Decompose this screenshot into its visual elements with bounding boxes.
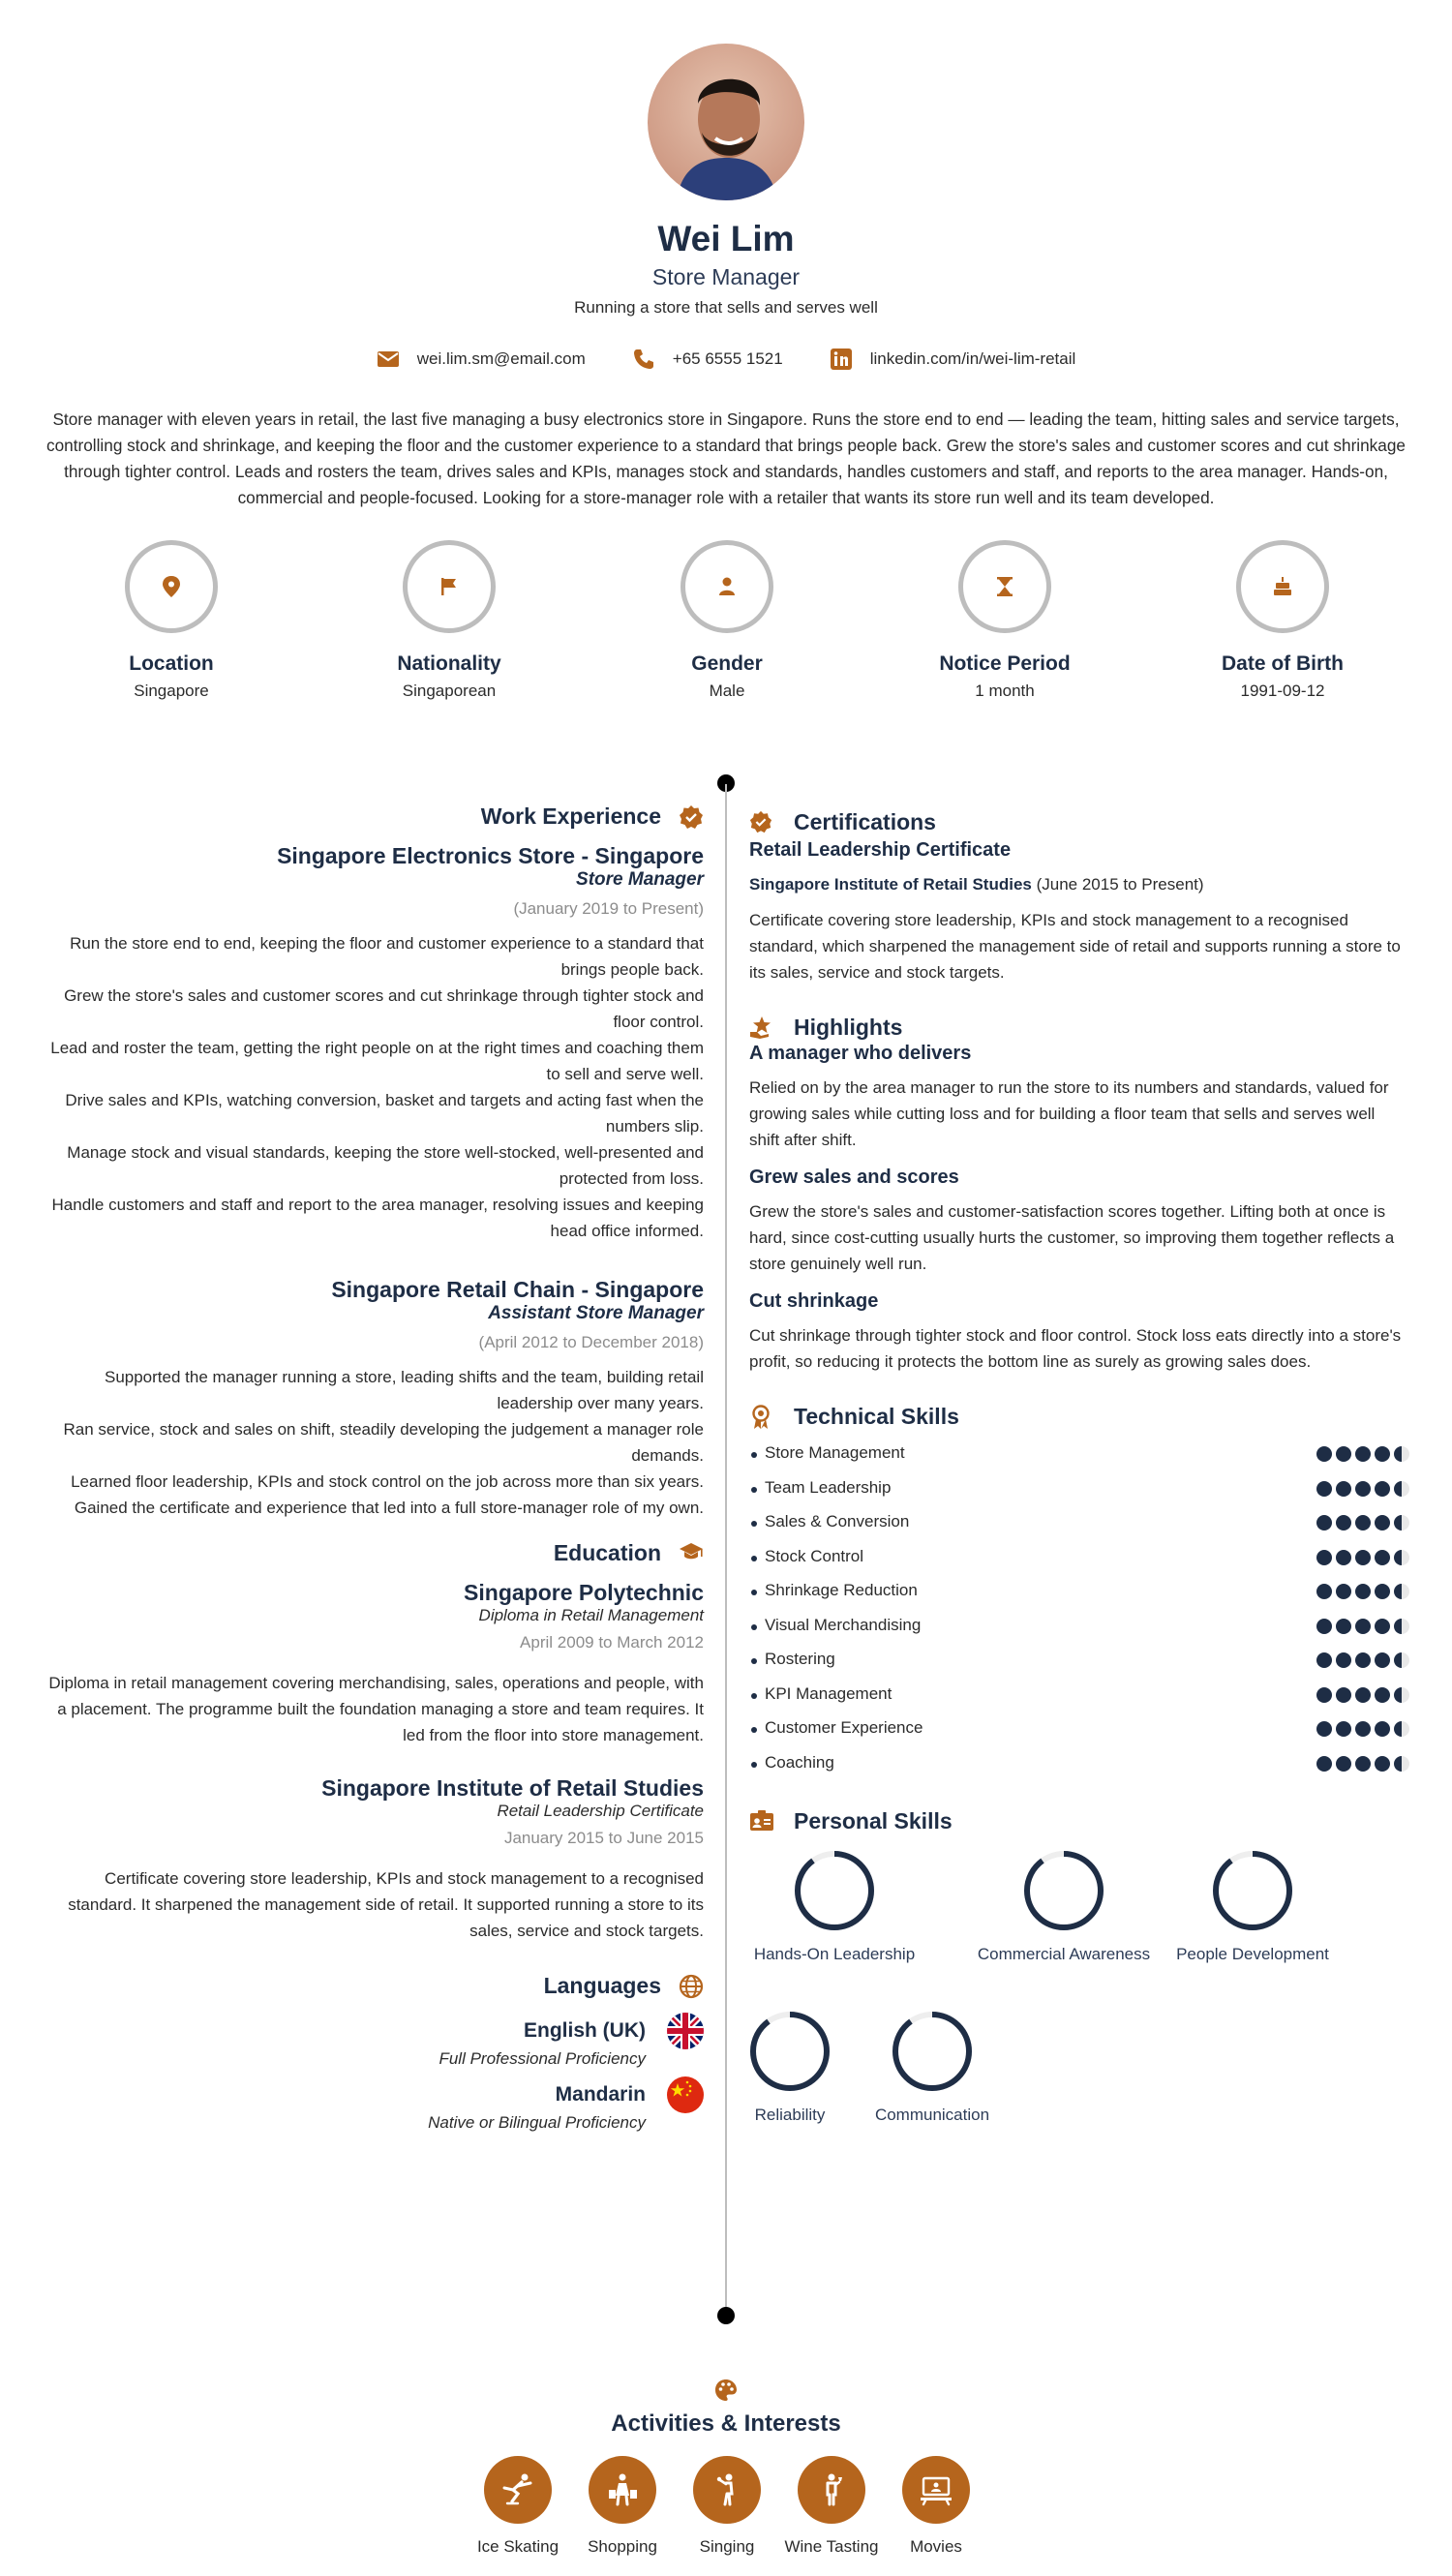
- rating-dot: [1336, 1550, 1351, 1565]
- skill-progress-ring: [1021, 1848, 1106, 1933]
- fact-value: 1 month: [975, 682, 1035, 700]
- ring-progress: [753, 2015, 827, 2088]
- rating-dot: [1336, 1446, 1351, 1462]
- section-work-experience: [44, 803, 704, 830]
- section-title: Education: [553, 1540, 661, 1565]
- personal-skill: [745, 2009, 834, 2125]
- personal-skill-label: Communication: [874, 2106, 990, 2124]
- technical-skill-name: Rostering: [765, 1650, 835, 1668]
- contact-linkedin[interactable]: [830, 348, 1076, 371]
- fact-label: Notice Period: [939, 652, 1071, 675]
- award-ribbon-icon: [749, 1405, 774, 1430]
- cake-icon: [1236, 540, 1329, 633]
- verified-badge-icon: [749, 810, 774, 835]
- rating-dot: [1316, 1687, 1332, 1703]
- fact-value: 1991-09-12: [1240, 682, 1325, 700]
- id-card-icon: [749, 1809, 774, 1834]
- rating-dot: [1375, 1619, 1390, 1634]
- bullet-dot: [751, 1693, 757, 1699]
- fact-location: [55, 540, 287, 701]
- rating-dot: [1394, 1619, 1409, 1634]
- certification-issuer-line: [749, 871, 1409, 897]
- fact-label: Nationality: [397, 652, 501, 675]
- ring-progress: [1216, 1854, 1289, 1927]
- wine-tasting-icon: [798, 2456, 865, 2524]
- bullet-dot: [751, 1452, 757, 1458]
- personal-facts: [0, 540, 1452, 714]
- rating-dot: [1394, 1550, 1409, 1565]
- education-school: Singapore Institute of Retail Studies: [321, 1775, 704, 1801]
- globe-icon: [679, 1974, 704, 1999]
- job-bullet: Manage stock and visual standards, keeping the store well-stocked, well-presented and protected from loss.: [67, 1143, 704, 1188]
- interest-item: [569, 2456, 676, 2559]
- candidate-tagline: Running a store that sells and serves well: [574, 298, 878, 317]
- highlight-text: Relied on by the area manager to run the store to its numbers and standards, valued for growing sales while cutting loss and for building a floor team that sells and serves well shift after shift.: [749, 1078, 1389, 1149]
- skill-rating: [1316, 1756, 1409, 1772]
- personal-skills-grid: [749, 1848, 1409, 2177]
- section-languages: [44, 1973, 704, 1999]
- rating-dot: [1316, 1584, 1332, 1599]
- job-company: Singapore Electronics Store - Singapore: [277, 843, 704, 868]
- rating-dot: [1375, 1584, 1390, 1599]
- map-pin-icon: [125, 540, 218, 633]
- rating-dot: [1336, 1756, 1351, 1772]
- language-entry: [44, 2013, 704, 2069]
- education-entry: [44, 1580, 704, 1748]
- rating-dot: [1375, 1550, 1390, 1565]
- china-flag-icon: [667, 2076, 704, 2113]
- personal-skill: [749, 1848, 920, 1964]
- rating-dot: [1336, 1619, 1351, 1634]
- job-bullet: Learned floor leadership, KPIs and stock control on the job across more than six years.: [71, 1472, 704, 1491]
- job-company: Singapore Retail Chain - Singapore: [331, 1277, 704, 1302]
- highlight-title: A manager who delivers: [749, 1043, 972, 1064]
- section-highlights: [749, 1015, 1409, 1041]
- interest-label: Singing: [699, 2537, 755, 2556]
- technical-skill-name: Customer Experience: [765, 1718, 923, 1737]
- highlight-title: Cut shrinkage: [749, 1290, 879, 1312]
- job-dates: (April 2012 to December 2018): [478, 1333, 704, 1351]
- education-dates: April 2009 to March 2012: [520, 1633, 704, 1652]
- linkedin-icon: [830, 348, 853, 371]
- skill-rating: [1316, 1652, 1409, 1668]
- rating-dot: [1394, 1446, 1409, 1462]
- bullet-dot: [751, 1487, 757, 1493]
- highlight-title: Grew sales and scores: [749, 1167, 959, 1188]
- job-dates: (January 2019 to Present): [513, 899, 704, 918]
- job-bullet: Lead and roster the team, getting the right people on at the right times and coaching them to sell and serve well.: [50, 1039, 704, 1083]
- personal-skill: [1167, 1848, 1338, 1964]
- envelope-icon: [377, 348, 400, 371]
- rating-dot: [1394, 1721, 1409, 1737]
- education-degree: Retail Leadership Certificate: [497, 1802, 704, 1820]
- rating-dot: [1355, 1515, 1371, 1530]
- rating-dot: [1394, 1687, 1409, 1703]
- fact-notice-period: [889, 540, 1121, 701]
- job-entry: [44, 843, 704, 1244]
- job-bullet: Handle customers and staff and report to the area manager, resolving issues and keeping head office informed.: [51, 1196, 704, 1240]
- person-icon: [681, 540, 773, 633]
- technical-skill-row: [749, 1443, 1409, 1478]
- section-personal-skills: [749, 1808, 1409, 1834]
- section-certifications: [749, 809, 1409, 835]
- rating-dot: [1316, 1756, 1332, 1772]
- rating-dot: [1355, 1550, 1371, 1565]
- rating-dot: [1336, 1584, 1351, 1599]
- job-bullet: Grew the store's sales and customer scores and cut shrinkage through tighter stock and floor control.: [64, 986, 704, 1031]
- job-role: Assistant Store Manager: [488, 1303, 704, 1323]
- fact-label: Location: [129, 652, 214, 675]
- rating-dot: [1355, 1584, 1371, 1599]
- profile-summary: Store manager with eleven years in retail, the last five managing a busy electronics store in Singapore. Runs the store end to end — leading the team, hitting sales and service targets, controlling stock and shrinkage, and keeping the floor and the customer experience to a standard that brings people back. Grew the store's sales and customer scores and cut shrinkage through tighter control. Leads and rosters the team, drives sales and KPIs, manages stock and standards, handles customers and staff, and reports to the area manager. Hands-on, commercial and people-focused. Looking for a store-manager role with a retailer that wants its store run well and its team developed.: [46, 409, 1406, 507]
- highlight-text: Grew the store's sales and customer-satisfaction scores together. Lifting both at once is hard, since cost-cutting usually hurts the customer, so improving them together reflects a store genuinely well run.: [749, 1202, 1395, 1273]
- rating-dot: [1394, 1652, 1409, 1668]
- technical-skill-name: Visual Merchandising: [765, 1615, 922, 1634]
- rating-dot: [1394, 1515, 1409, 1530]
- certification-dates: (June 2015 to Present): [1036, 875, 1204, 894]
- contact-bar: [0, 348, 1452, 371]
- interest-item: [883, 2456, 989, 2559]
- contact-phone[interactable]: [632, 348, 783, 371]
- avatar: [648, 44, 804, 200]
- flag-icon: [403, 540, 496, 633]
- highlight-text: Cut shrinkage through tighter stock and floor control. Stock loss eats directly into a store's profit, so reducing it protects the bottom line as surely as growing sales does.: [749, 1326, 1402, 1371]
- personal-skill: [869, 2009, 995, 2125]
- interest-item: [674, 2456, 780, 2559]
- interest-label: Wine Tasting: [784, 2537, 879, 2556]
- technical-skill-row: [749, 1753, 1409, 1788]
- section-technical-skills: [749, 1404, 1409, 1430]
- skill-rating: [1316, 1619, 1409, 1634]
- rating-dot: [1336, 1652, 1351, 1668]
- section-title: Personal Skills: [794, 1808, 953, 1834]
- rating-dot: [1375, 1515, 1390, 1530]
- bullet-dot: [751, 1727, 757, 1733]
- uk-flag-icon: [667, 2013, 704, 2049]
- skill-progress-ring: [1210, 1848, 1295, 1933]
- ring-progress: [1027, 1854, 1101, 1927]
- technical-skill-name: Store Management: [765, 1443, 905, 1462]
- phone-icon: [632, 348, 655, 371]
- skill-progress-ring: [747, 2009, 832, 2094]
- rating-dot: [1355, 1756, 1371, 1772]
- personal-skill-label: Commercial Awareness: [977, 1945, 1151, 1963]
- technical-skill-row: [749, 1512, 1409, 1547]
- education-dates: January 2015 to June 2015: [503, 1829, 704, 1847]
- bullet-dot: [751, 1624, 757, 1630]
- section-title: Certifications: [794, 809, 936, 834]
- section-title: Languages: [543, 1973, 661, 1998]
- skill-rating: [1316, 1515, 1409, 1530]
- singing-icon: [693, 2456, 761, 2524]
- personal-skill-label: Reliability: [754, 2106, 826, 2124]
- rating-dot: [1375, 1687, 1390, 1703]
- rating-dot: [1394, 1584, 1409, 1599]
- job-bullet: Supported the manager running a store, leading shifts and the team, building retail leadership over many years.: [104, 1368, 704, 1412]
- fact-value: Singapore: [134, 682, 209, 700]
- fact-date-of-birth: [1166, 540, 1399, 701]
- timeline-line: [725, 784, 727, 2316]
- technical-skill-row: [749, 1581, 1409, 1616]
- certification-title: Retail Leadership Certificate: [749, 839, 1012, 861]
- education-entry: [44, 1775, 704, 1944]
- rating-dot: [1375, 1481, 1390, 1497]
- graduation-cap-icon: [679, 1541, 704, 1566]
- education-school: Singapore Polytechnic: [464, 1580, 704, 1605]
- technical-skill-name: Sales & Conversion: [765, 1512, 910, 1530]
- ice-skating-icon: [484, 2456, 552, 2524]
- job-role: Store Manager: [576, 869, 704, 890]
- hourglass-icon: [958, 540, 1051, 633]
- job-bullet: Drive sales and KPIs, watching conversion, basket and targets and acting fast when the numbers slip.: [65, 1091, 704, 1136]
- ring-progress: [798, 1854, 871, 1927]
- fact-nationality: [333, 540, 565, 701]
- education-description: Certificate covering store leadership, KPIs and stock management to a recognised standard. It sharpened the management side of retail. It supported running a store to its sales, service and stock targets.: [68, 1869, 704, 1940]
- language-level: Native or Bilingual Proficiency: [428, 2113, 646, 2132]
- personal-skill-label: Hands-On Leadership: [753, 1945, 916, 1963]
- technical-skill-row: [749, 1478, 1409, 1513]
- rating-dot: [1375, 1652, 1390, 1668]
- skill-rating: [1316, 1721, 1409, 1737]
- technical-skills-list: [749, 1443, 1409, 1787]
- phone-text[interactable]: +65 6555 1521: [672, 349, 783, 368]
- interest-item: [778, 2456, 885, 2559]
- rating-dot: [1336, 1481, 1351, 1497]
- rating-dot: [1355, 1446, 1371, 1462]
- language-name: English (UK): [524, 2019, 646, 2042]
- rating-dot: [1316, 1550, 1332, 1565]
- rating-dot: [1375, 1721, 1390, 1737]
- timeline-end-dot: [717, 2307, 735, 2324]
- interests-heading: Activities & Interests: [611, 2410, 841, 2437]
- rating-dot: [1355, 1481, 1371, 1497]
- technical-skill-row: [749, 1718, 1409, 1753]
- bullet-dot: [751, 1556, 757, 1561]
- email-text[interactable]: wei.lim.sm@email.com: [416, 349, 586, 368]
- rating-dot: [1355, 1721, 1371, 1737]
- rating-dot: [1336, 1687, 1351, 1703]
- right-column: [749, 809, 1409, 2177]
- technical-skill-name: Team Leadership: [765, 1477, 892, 1497]
- technical-skill-name: Coaching: [765, 1752, 834, 1772]
- fact-value: Male: [709, 682, 745, 700]
- rating-dot: [1316, 1446, 1332, 1462]
- candidate-title: Store Manager: [651, 264, 801, 289]
- certification-issuer: Singapore Institute of Retail Studies: [749, 875, 1032, 894]
- fact-value: Singaporean: [402, 682, 497, 700]
- job-bullet: Ran service, stock and sales on shift, steadily developing the judgement a manager role demands.: [63, 1420, 704, 1465]
- bullet-dot: [751, 1658, 757, 1664]
- rating-dot: [1316, 1721, 1332, 1737]
- ring-progress: [895, 2015, 969, 2088]
- fact-label: Date of Birth: [1222, 652, 1344, 675]
- candidate-name: Wei Lim: [657, 219, 795, 258]
- rating-dot: [1316, 1515, 1332, 1530]
- skill-rating: [1316, 1550, 1409, 1565]
- language-level: Full Professional Proficiency: [439, 2049, 646, 2068]
- rating-dot: [1336, 1515, 1351, 1530]
- job-bullet: Run the store end to end, keeping the floor and customer experience to a standard that brings people back.: [70, 934, 704, 979]
- language-name: Mandarin: [555, 2083, 646, 2106]
- education-description: Diploma in retail management covering merchandising, sales, operations and people, with a placement. The programme built the foundation managing a store and team requires. It led from the floor into store management.: [48, 1674, 704, 1744]
- rating-dot: [1336, 1721, 1351, 1737]
- fact-gender: [611, 540, 843, 701]
- rating-dot: [1316, 1481, 1332, 1497]
- skill-rating: [1316, 1446, 1409, 1462]
- bullet-dot: [751, 1762, 757, 1768]
- technical-skill-name: Stock Control: [765, 1546, 864, 1565]
- interest-item: [465, 2456, 571, 2559]
- rating-dot: [1375, 1446, 1390, 1462]
- language-entry: [44, 2076, 704, 2133]
- section-title: Highlights: [794, 1015, 903, 1040]
- rating-dot: [1316, 1652, 1332, 1668]
- technical-skill-row: [749, 1616, 1409, 1651]
- rating-dot: [1355, 1687, 1371, 1703]
- skill-progress-ring: [890, 2009, 975, 2094]
- rating-dot: [1394, 1481, 1409, 1497]
- job-bullet: Gained the certificate and experience that led into a full store-manager role of my own.: [74, 1499, 704, 1517]
- skill-rating: [1316, 1687, 1409, 1703]
- contact-email[interactable]: [377, 348, 586, 371]
- technical-skill-name: Shrinkage Reduction: [765, 1581, 918, 1599]
- verified-badge-icon: [679, 804, 704, 830]
- rating-dot: [1355, 1652, 1371, 1668]
- interest-label: Shopping: [588, 2537, 657, 2556]
- rating-dot: [1375, 1756, 1390, 1772]
- education-degree: Diploma in Retail Management: [478, 1606, 704, 1624]
- linkedin-text[interactable]: linkedin.com/in/wei-lim-retail: [869, 349, 1076, 368]
- bullet-dot: [751, 1521, 757, 1527]
- palette-icon: [714, 2379, 738, 2407]
- movies-icon: [902, 2456, 970, 2524]
- technical-skill-row: [749, 1684, 1409, 1719]
- interest-label: Movies: [910, 2537, 962, 2556]
- rating-dot: [1394, 1756, 1409, 1772]
- left-column: [44, 803, 704, 2133]
- technical-skill-row: [749, 1650, 1409, 1684]
- skill-rating: [1316, 1481, 1409, 1497]
- certification-description: Certificate covering store leadership, KPIs and stock management to a recognised standard, which sharpened the management side of retail and supports running a store to its sales, service and stock targets.: [749, 911, 1401, 982]
- personal-skill-label: People Development: [1176, 1945, 1329, 1963]
- skill-progress-ring: [792, 1848, 877, 1933]
- bullet-dot: [751, 1590, 757, 1595]
- interest-label: Ice Skating: [476, 2537, 560, 2556]
- shopping-icon: [589, 2456, 656, 2524]
- section-title: Technical Skills: [794, 1404, 959, 1429]
- personal-skill: [954, 1848, 1173, 1964]
- job-entry: [44, 1277, 704, 1521]
- rating-dot: [1316, 1619, 1332, 1634]
- section-title: Work Experience: [480, 803, 661, 829]
- fact-label: Gender: [691, 652, 763, 675]
- rating-dot: [1355, 1619, 1371, 1634]
- star-hand-icon: [749, 1015, 774, 1041]
- skill-rating: [1316, 1584, 1409, 1599]
- technical-skill-row: [749, 1547, 1409, 1582]
- technical-skill-name: KPI Management: [765, 1683, 892, 1703]
- section-education: [44, 1540, 704, 1566]
